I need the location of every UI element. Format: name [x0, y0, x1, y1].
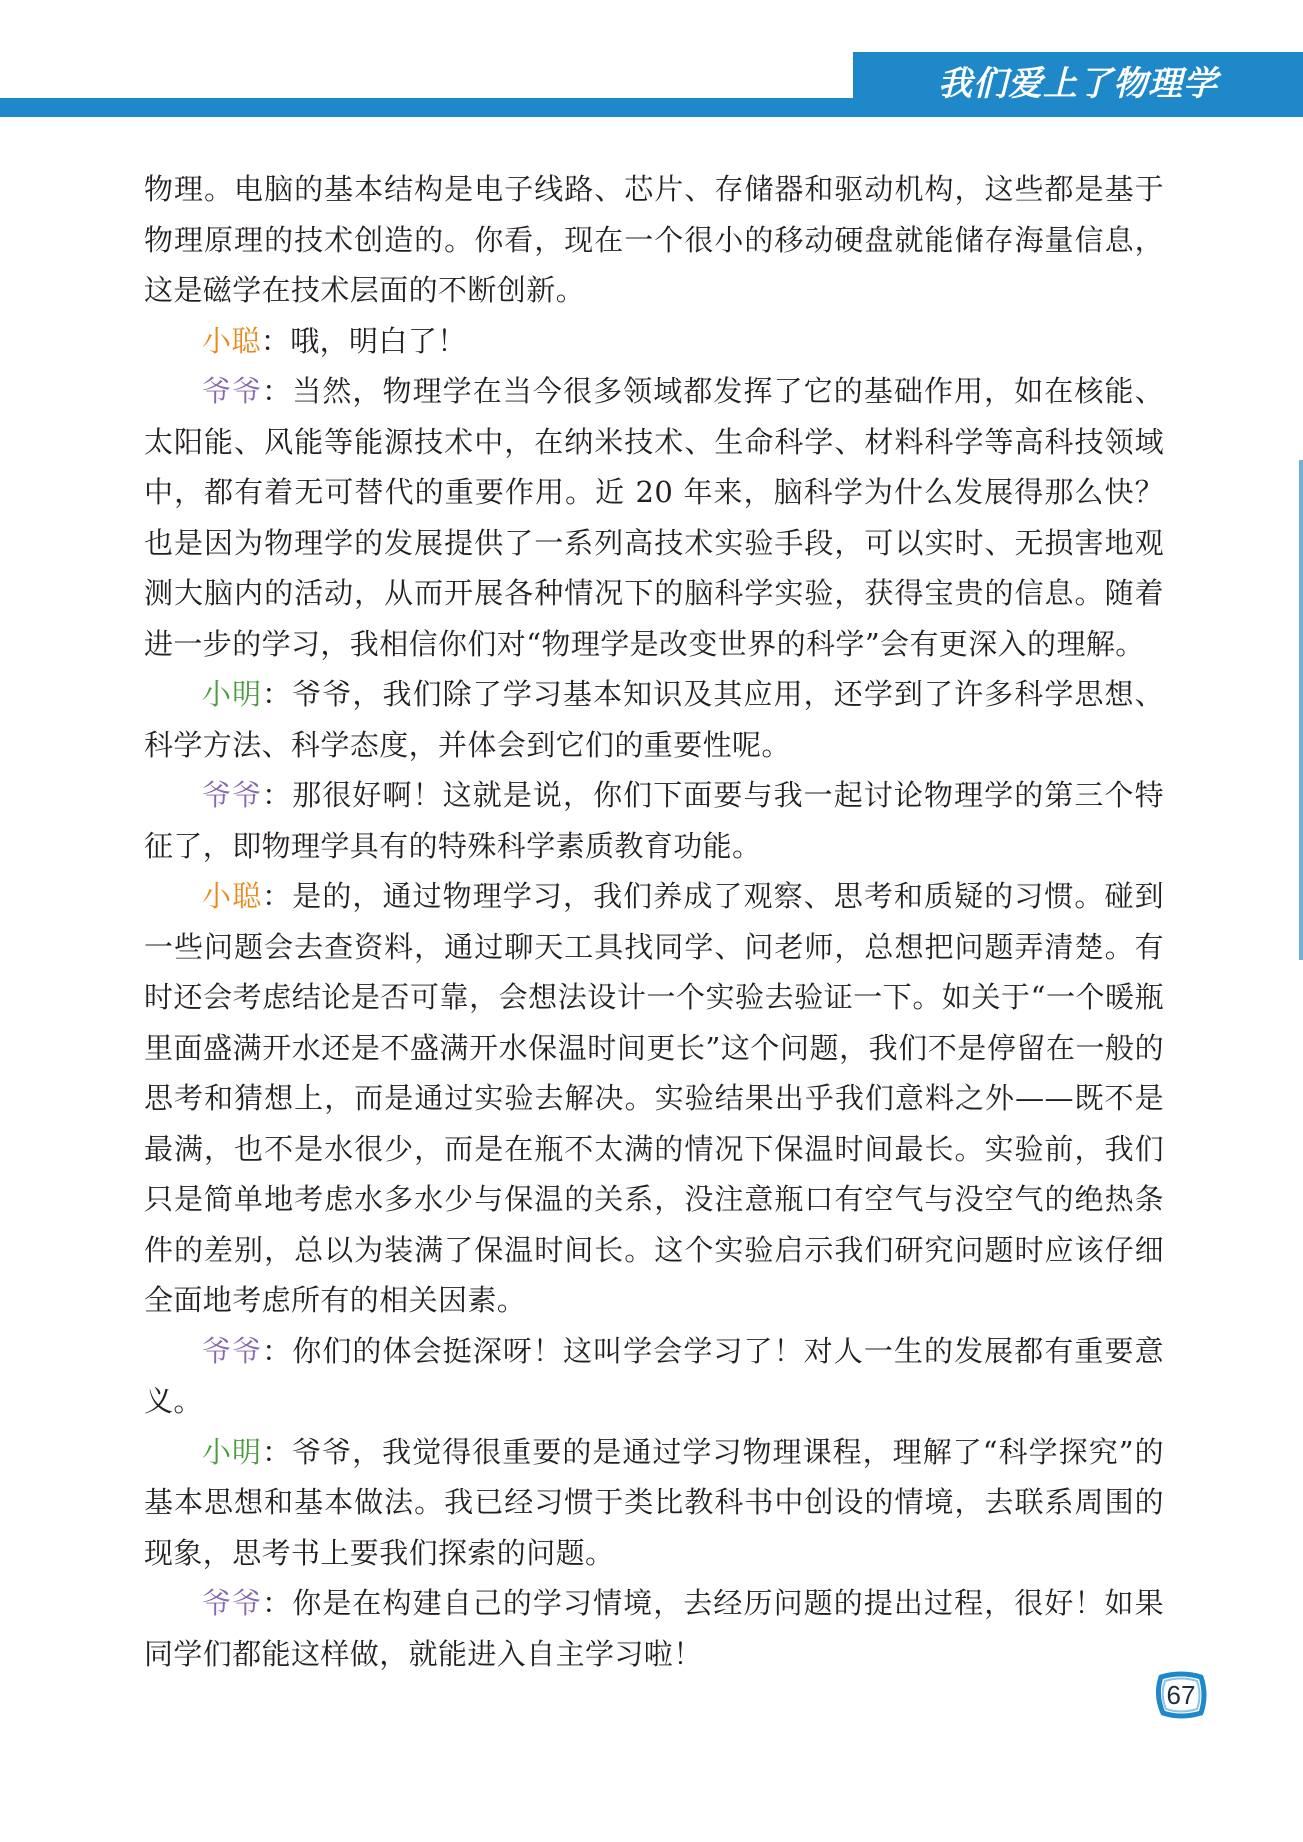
page-number: 67 — [1166, 1680, 1196, 1710]
dialogue-line-yeye — [144, 366, 1164, 669]
dialogue-text: ：是的，通过物理学习，我们养成了观察、思考和质疑的习惯。碰到一些问题会去查资料，通过聊天工具找同学、问老师，总想把问题弄清楚。有时还会考虑结论是否可靠，会想法设计一个实验去验证一下。如关于“一个暖瓶里面盛满开水还是不盛满开水保温时间更长”这个问题，我们不是停留在一般的思考和猜想上，而是通过实验去解决。实验结果出乎我们意料之外——既不是最满，也不是水很少，而是在瓶不太满的情况下保温时间最长。实验前，我们只是简单地考虑水多水少与保温的关系，没注意瓶口有空气与没空气的绝热条件的差别，总以为装满了保温时间长。这个实验启示我们研究问题时应该仔细全面地考虑所有的相关因素。 — [144, 879, 1164, 1317]
dialogue-line-xiaoming — [144, 1427, 1164, 1579]
dialogue-body — [144, 164, 1164, 1679]
dialogue-text: ：哦，明白了！ — [260, 323, 467, 358]
chapter-title: 我们爱上了物理学 — [938, 64, 1218, 104]
dialogue-text: ：当然，物理学在当今很多领域都发挥了它的基础作用，如在核能、太阳能、风能等能源技术中，在纳米技术、生命科学、材料科学等高科技领域中，都有着无可替代的重要作用。近 20 年来，脑科学为什么发展得那么快？也是因为物理学的发展提供了一系列高技术实验手段，可以实时、无损害地观测大脑内的活动，从而开展各种情况下的脑科学实验，获得宝贵的信息。随着进一步的学习，我相信你们对“物理学是改变世界的科学”会有更深入的理解。 — [144, 374, 1164, 661]
dialogue-text: ：爷爷，我觉得很重要的是通过学习物理课程，理解了“科学探究”的基本思想和基本做法。我已经习惯于类比教科书中创设的情境，去联系周围的现象，思考书上要我们探索的问题。 — [144, 1434, 1164, 1570]
dialogue-line-yeye — [144, 1326, 1164, 1427]
speaker-label-congcong: 小聪 — [202, 879, 263, 913]
dialogue-line-yeye — [144, 1578, 1164, 1679]
dialogue-text: ：你是在构建自己的学习情境，去经历问题的提出过程，很好！如果同学们都能这样做，就能进入自主学习啦！ — [144, 1586, 1164, 1671]
dialogue-text: ：那很好啊！这就是说，你们下面要与我一起讨论物理学的第三个特征了，即物理学具有的特殊科学素质教育功能。 — [144, 778, 1164, 863]
paragraph-text: 物理。电脑的基本结构是电子线路、芯片、存储器和驱动机构，这些都是基于物理原理的技术创造的。你看，现在一个很小的移动硬盘就能储存海量信息，这是磁学在技术层面的不断创新。 — [144, 172, 1164, 307]
speaker-label-yeye: 爷爷 — [202, 1333, 263, 1368]
dialogue-text: ：爷爷，我们除了学习基本知识及其应用，还学到了许多科学思想、科学方法、科学态度，并体会到它们的重要性呢。 — [144, 677, 1164, 762]
page-edge-marker — [1299, 460, 1303, 960]
speaker-label-yeye: 爷爷 — [202, 374, 263, 408]
dialogue-line-xiaoming — [144, 669, 1164, 770]
speaker-label-xiaoming: 小明 — [202, 1434, 263, 1469]
dialogue-line-congcong — [144, 871, 1164, 1326]
dialogue-line-congcong — [144, 316, 1164, 367]
speaker-label-yeye: 爷爷 — [202, 1586, 263, 1620]
dialogue-line-yeye — [144, 770, 1164, 871]
paragraph-continuation — [144, 164, 1164, 316]
dialogue-text: ：你们的体会挺深呀！这叫学会学习了！对人一生的发展都有重要意义。 — [144, 1333, 1164, 1418]
speaker-label-yeye: 爷爷 — [202, 778, 263, 812]
page-number-badge — [1151, 1669, 1211, 1721]
speaker-label-xiaoming: 小明 — [202, 677, 263, 711]
speaker-label-congcong: 小聪 — [202, 323, 261, 358]
